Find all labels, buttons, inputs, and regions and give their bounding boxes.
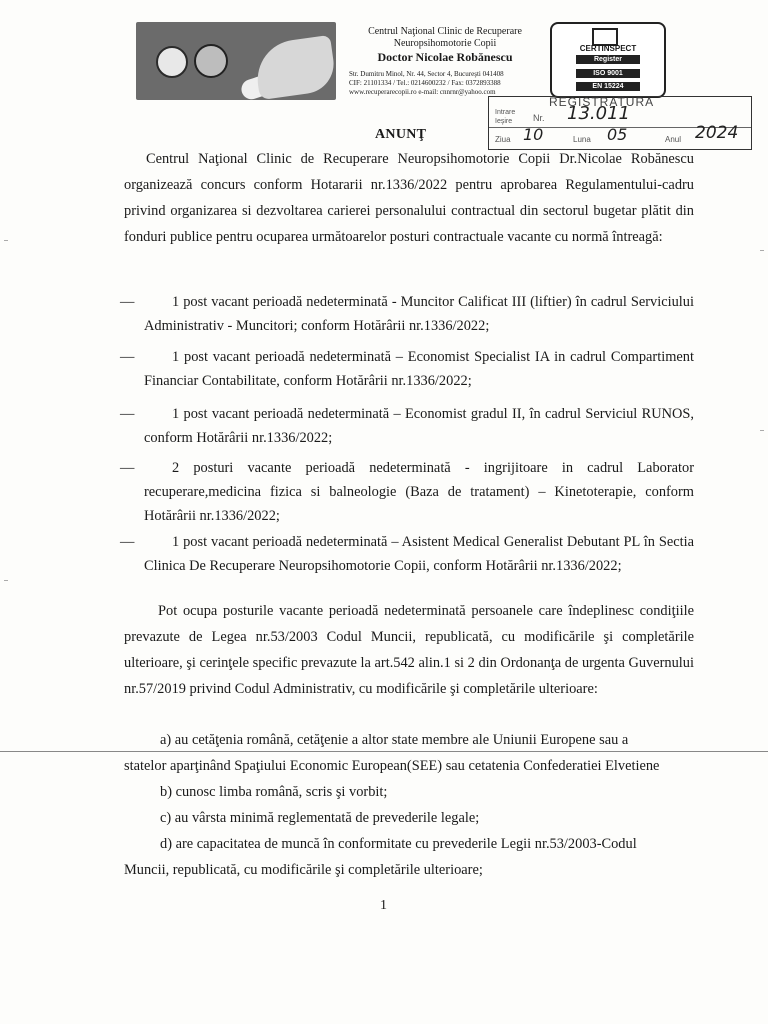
- institution-line2: Neuropsihomotorie Copii: [393, 38, 497, 49]
- scan-mark: [4, 580, 8, 581]
- cert-en: EN 15224: [576, 82, 640, 91]
- registry-month-label: Luna: [573, 135, 591, 144]
- cert-iso: ISO 9001: [576, 69, 640, 78]
- registry-intrare: Intrare: [495, 109, 516, 116]
- institution-address: Str. Dumitru Minol, Nr. 44, Sector 4, Bucureşti 041408: [349, 70, 504, 78]
- list-dash: —: [120, 406, 135, 422]
- condition-b: b) cunosc limba română, scris şi vorbit;: [160, 784, 388, 800]
- condition-d-continued: Muncii, republicată, cu modificările şi completările ulterioare;: [124, 862, 483, 878]
- registry-stamp: [488, 96, 752, 150]
- institution-fiscal: CIF: 21101334 / Tel.: 0214600232 / Fax: 0372893388: [349, 79, 501, 87]
- logo-child-hand-icon: [253, 35, 336, 100]
- cert-register: Register: [576, 55, 640, 64]
- scan-mark: [4, 240, 8, 241]
- list-dash: —: [120, 534, 135, 550]
- page-number: 1: [380, 898, 387, 913]
- scan-mark: [760, 250, 764, 251]
- list-dash: —: [120, 349, 135, 365]
- list-item: [120, 530, 694, 578]
- registry-nr-value: 13.011: [567, 103, 630, 124]
- cert-brand: CERTINSPECT: [579, 44, 637, 53]
- institution-contact: [349, 70, 559, 97]
- logo-emblem-icon: [194, 44, 228, 78]
- page-title: ANUNŢ: [375, 127, 427, 142]
- condition-c: c) au vârsta minimă reglementată de prevederile legale;: [160, 810, 480, 826]
- registry-day-label: Ziua: [495, 135, 511, 144]
- position-text: 1 post vacant perioadă nedeterminată - Muncitor Calificat III (liftier) în cadrul Serviciului Administrativ - Muncitori; conform Hotărârii nr.1336/2022;: [144, 294, 694, 334]
- position-text: 2 posturi vacante perioadă nedeterminată - ingrijitoare in cadrul Laborator recuperare,medicina fizica si balneologie (Baza de tratament) – Kinetoterapie, conform Hotărârii nr.1336/2022;: [144, 460, 694, 524]
- registry-month: 05: [607, 125, 628, 144]
- institution-web: www.recuperarecopii.ro e-mail: cnnrnr@yahoo.com: [349, 88, 496, 96]
- registry-iesire: Ieşire: [495, 118, 513, 125]
- intro-paragraph: Centrul Naţional Clinic de Recuperare Neuropsihomotorie Copii Dr.Nicolae Robănescu organizează concurs conform Hotararii nr.1336/2022 pentru aprobarea Regulamentului-cadru privind organizarea si dezvoltarea carierei personalului contractual din sectorul bugetar plătit din fonduri publice pentru ocuparea următoarelor posturi contractuale vacante cu normă întreagă:: [124, 151, 694, 245]
- institution-line1: Centrul Naţional Clinic de Recuperare: [368, 26, 522, 37]
- list-dash: —: [120, 460, 135, 476]
- list-dash: —: [120, 294, 135, 310]
- institution-header: [345, 26, 545, 65]
- institution-logo: [136, 22, 336, 100]
- institution-name: Doctor Nicolae Robănescu: [377, 50, 513, 64]
- certification-badge: [550, 22, 666, 98]
- registry-year-label: Anul: [665, 135, 682, 144]
- registry-year: 2024: [695, 123, 739, 143]
- position-text: 1 post vacant perioadă nedeterminată – Economist gradul II, în cadrul Serviciul RUNOS, conform Hotărârii nr.1336/2022;: [144, 406, 694, 446]
- condition-a: a) au cetăţenia română, cetăţenie a altor state membre ale Uniunii Europene sau a: [160, 732, 629, 748]
- list-item: [120, 402, 694, 450]
- registry-title: REGISTRATURA: [549, 95, 655, 109]
- list-item: [120, 290, 694, 338]
- scan-mark: [760, 430, 764, 431]
- logo-circle-icon: [156, 46, 188, 78]
- position-text: 1 post vacant perioadă nedeterminată – Asistent Medical Generalist Debutant PL în Sectia Clinica De Recuperare Neuropsihomotorie Copii, conform Hotărârii nr.1336/2022;: [144, 534, 694, 574]
- position-text: 1 post vacant perioadă nedeterminată – Economist Specialist IA in cadrul Compartiment Financiar Contabilitate, conform Hotărârii nr.1336/2022;: [144, 349, 694, 389]
- list-item: [120, 345, 694, 393]
- registry-day: 10: [523, 125, 544, 144]
- registry-nr-label: Nr.: [533, 113, 545, 123]
- condition-d: d) are capacitatea de muncă în conformitate cu prevederile Legii nr.53/2003-Codul: [160, 836, 637, 852]
- list-item: [120, 456, 694, 528]
- scan-fold-line: [0, 751, 768, 752]
- condition-a-continued: statelor aparţinând Spaţiului Economic European(SEE) sau cetatenia Confederatiei Elvetiene: [124, 758, 660, 774]
- eligibility-paragraph: Pot ocupa posturile vacante perioadă nedeterminată persoanele care îndeplinesc condiţiile prevazute de Legea nr.53/2003 Codul Muncii, republicată, cu modificările şi completările ulterioare, şi cerinţele specific prevazute la art.542 alin.1 si 2 din Ordonanţa de urgenta Guvernului nr.57/2019 privind Codul Administrativ, cu modificările şi completările ulterioare:: [124, 603, 694, 697]
